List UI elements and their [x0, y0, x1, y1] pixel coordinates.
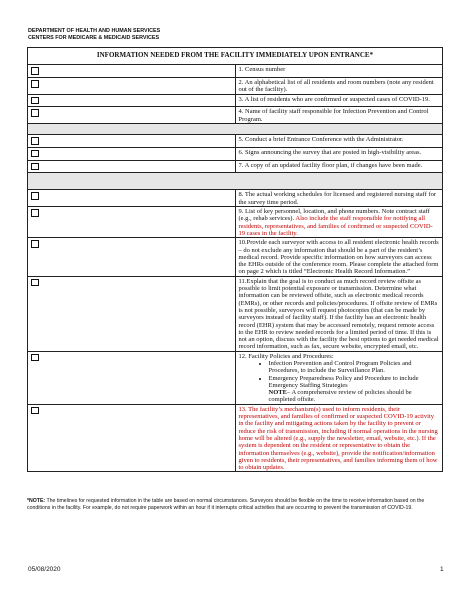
- page-number: 1: [440, 566, 444, 573]
- item-11: 11.Explain that the goal is to conduct as much record review offsite as possible to limit potential exposure or transmission. Determine what information can be reviewed offsite, such as electronic medical records (EMRs), or other records and policies/procedures. If offsite review of EMRs is not possible, surveyors will request photocopies (that can be made by surveyors instead of facility staff). If the facility has an electronic health record (EHR) system that may be accessed remotely, request remote access to the EHR to review needed records for a limited period of time. If this is not an option, discuss with the facility the best options to get needed medical record information, such as fax, secure website, encrypted email, etc.: [235, 276, 443, 351]
- separator-row: [28, 173, 443, 190]
- item-7: 7. A copy of an updated facility floor plan, if changes have been made.: [235, 160, 443, 173]
- item-4: 4. Name of facility staff responsible for Infection Prevention and Control Program.: [235, 107, 443, 124]
- checkbox-6[interactable]: [31, 150, 39, 158]
- agency-header: [28, 28, 160, 42]
- agency-line-1: DEPARTMENT OF HEALTH AND HUMAN SERVICES: [28, 28, 161, 34]
- policy-list: [239, 360, 440, 389]
- footer-date: 05/08/2020: [28, 566, 61, 573]
- checkbox-1[interactable]: [31, 67, 39, 75]
- checkbox-3[interactable]: [31, 97, 39, 105]
- item-9: [235, 207, 443, 238]
- entrance-info-table: [27, 47, 443, 472]
- item-5: 5. Conduct a brief Entrance Conference with the Administrator.: [235, 135, 443, 148]
- checkbox-13[interactable]: [31, 407, 39, 415]
- policy-item-emergency: • Emergency Preparedness Policy and Procedure to include Emergency Staffing Strategies: [269, 375, 440, 390]
- footnote-text: The timelines for requested information in the table are based on normal circumstances. Surveyors should be flexible on the time to receive information based on the conditions in the facility. For example, do not require paperwork within an hour if it interrupts critical activities that are occurring to prevent the transmission of COVID-19.: [27, 498, 425, 511]
- item-3: 3. A list of residents who are confirmed or suspected cases of COVID-19.: [235, 94, 443, 107]
- policy-note-text: – A comprehensive review of policies should be completed offsite.: [268, 389, 412, 404]
- item-6: 6. Signs announcing the survey that are posted in high-visibility areas.: [235, 147, 443, 160]
- checkbox-2[interactable]: [31, 80, 39, 88]
- checkbox-11[interactable]: [31, 279, 39, 287]
- checkbox-4[interactable]: [31, 109, 39, 117]
- table-title: INFORMATION NEEDED FROM THE FACILITY IMMEDIATELY UPON ENTRANCE*: [28, 48, 443, 65]
- policy-note-label: NOTE: [268, 389, 287, 397]
- checkbox-9[interactable]: [31, 209, 39, 217]
- footnote: [27, 498, 445, 512]
- policy-note: [239, 389, 440, 404]
- checkbox-8[interactable]: [31, 192, 39, 200]
- policy-item-infection: • Infection Prevention and Control Program Policies and Procedures, to include the Surveillance Plan.: [269, 360, 440, 375]
- item-10: 10.Provide each surveyor with access to all resident electronic health records – do not exclude any information that should be a part of the resident’s medical record. Provide specific information on how surveyors can access the EHRs outside of the conference room. Please complete the attached form on page 2 which is titled “Electronic Health Record Information.”: [235, 238, 443, 276]
- item-9-text: 9. List of key personnel, location, and phone numbers. Note contract staff (e.g., rehab services).: [238, 208, 430, 223]
- checkbox-7[interactable]: [31, 163, 39, 171]
- separator-row: [28, 124, 443, 135]
- checkbox-5[interactable]: [31, 137, 39, 145]
- checkbox-12[interactable]: [31, 354, 39, 362]
- item-1: 1. Census number: [235, 65, 443, 78]
- item-13: 13. The facility’s mechanism(s) used to inform residents, their representatives, and families of confirmed or suspected COVID-19 activity in the facility and mitigating actions taken by the facility to prevent or reduce the risk of transmission, including if normal operations in the nursing home will be altered (e.g., supply the newsletter, email, website, etc.). If the system is dependent on the resident or representative to obtain the information themselves (e.g., website), provide the notification/information given to residents, their representatives, and families informing them of how to obtain updates.: [235, 404, 443, 472]
- item-12-title: 12. Facility Policies and Procedures:: [238, 352, 334, 360]
- item-8: 8. The actual working schedules for licensed and registered nursing staff for the survey time period.: [235, 190, 443, 207]
- agency-line-2: CENTERS FOR MEDICARE & MEDICAID SERVICES: [28, 35, 160, 41]
- item-2: 2. An alphabetical list of all residents and room numbers (note any resident out of the facility).: [235, 78, 443, 95]
- item-9-red-text: Also include the staff responsible for notifying all residents, representatives, and families of confirmed or suspected COVID-19 cases in the facility.: [238, 215, 433, 237]
- item-12: [235, 351, 443, 404]
- footnote-label: *NOTE:: [27, 498, 46, 504]
- checkbox-10[interactable]: [31, 240, 39, 248]
